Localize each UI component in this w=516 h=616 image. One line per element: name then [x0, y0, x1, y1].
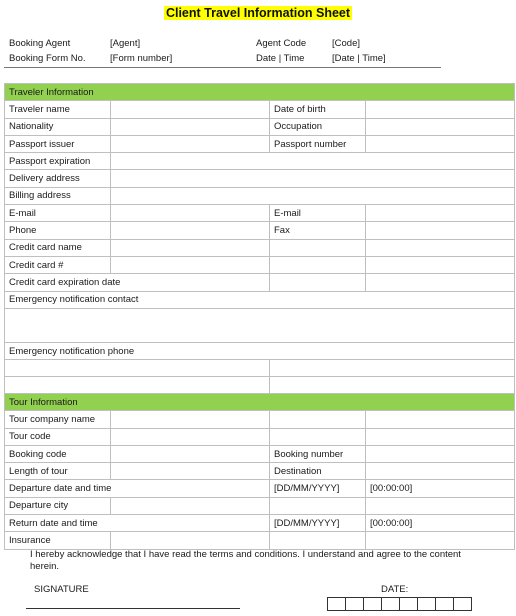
date-box[interactable]	[327, 597, 346, 611]
length-of-tour-label: Length of tour	[5, 463, 111, 480]
emergency-contact-label: Emergency notification contact	[5, 291, 515, 308]
passport-number-field[interactable]	[366, 135, 515, 152]
phone-field[interactable]	[111, 222, 270, 239]
phone-label: Phone	[5, 222, 111, 239]
booking-number-field[interactable]	[366, 445, 515, 462]
date-of-birth-label: Date of birth	[270, 101, 366, 118]
destination-field[interactable]	[366, 463, 515, 480]
date-box[interactable]	[381, 597, 400, 611]
departure-city-field[interactable]	[111, 497, 270, 514]
emergency-phone-label: Emergency notification phone	[5, 342, 515, 359]
nationality-field[interactable]	[111, 118, 270, 135]
credit-card-expiration-extra[interactable]	[366, 274, 515, 291]
header-divider	[4, 67, 441, 68]
departure-city-label: Departure city	[5, 497, 111, 514]
date-boxes[interactable]	[328, 597, 472, 611]
tour-table	[4, 393, 515, 550]
tour-code-field[interactable]	[111, 428, 270, 445]
booking-agent-value[interactable]: [Agent]	[110, 38, 141, 49]
acknowledgement-text: I hereby acknowledge that I have read the terms and conditions. I understand and agree to the content herein.	[30, 549, 461, 572]
nationality-label: Nationality	[5, 118, 111, 135]
length-of-tour-field[interactable]	[111, 463, 270, 480]
insurance-extra-2[interactable]	[366, 532, 515, 549]
date-box[interactable]	[363, 597, 382, 611]
tour-company-extra[interactable]	[270, 411, 366, 428]
departure-city-extra-2[interactable]	[366, 497, 515, 514]
email-label: E-mail	[5, 205, 111, 222]
date-box[interactable]	[345, 597, 364, 611]
credit-card-number-label: Credit card #	[5, 256, 111, 273]
date-box[interactable]	[399, 597, 418, 611]
booking-number-label: Booking number	[270, 445, 366, 462]
emergency-phone-field-3[interactable]	[5, 377, 270, 394]
signature-line[interactable]	[26, 608, 240, 609]
departure-date-field[interactable]: [DD/MM/YYYY]	[270, 480, 366, 497]
date-label: DATE:	[381, 584, 409, 595]
date-time-label: Date | Time	[256, 53, 305, 64]
departure-city-extra[interactable]	[270, 497, 366, 514]
emergency-phone-field-4[interactable]	[270, 377, 515, 394]
document-title-text: Client Travel Information Sheet	[165, 6, 351, 20]
fax-label: Fax	[270, 222, 366, 239]
booking-code-field[interactable]	[111, 445, 270, 462]
agent-code-label: Agent Code	[256, 38, 307, 49]
passport-issuer-label: Passport issuer	[5, 135, 111, 152]
email-field[interactable]	[111, 205, 270, 222]
tour-company-extra-2[interactable]	[366, 411, 515, 428]
credit-card-name-field[interactable]	[111, 239, 270, 256]
billing-address-field[interactable]	[111, 187, 515, 204]
return-datetime-label: Return date and time	[5, 515, 270, 532]
emergency-phone-field-2[interactable]	[270, 360, 515, 377]
passport-number-label: Passport number	[270, 135, 366, 152]
delivery-address-field[interactable]	[111, 170, 515, 187]
credit-card-number-extra-2[interactable]	[366, 256, 515, 273]
emergency-contact-field[interactable]	[5, 308, 515, 342]
tour-company-field[interactable]	[111, 411, 270, 428]
fax-field[interactable]	[366, 222, 515, 239]
credit-card-number-field[interactable]	[111, 256, 270, 273]
billing-address-label: Billing address	[5, 187, 111, 204]
tour-section-header: Tour Information	[5, 394, 515, 411]
agent-code-value[interactable]: [Code]	[332, 38, 360, 49]
occupation-field[interactable]	[366, 118, 515, 135]
return-time-field[interactable]: [00:00:00]	[366, 515, 515, 532]
booking-form-label: Booking Form No.	[9, 53, 86, 64]
passport-issuer-field[interactable]	[111, 135, 270, 152]
date-box[interactable]	[453, 597, 472, 611]
date-box[interactable]	[435, 597, 454, 611]
destination-label: Destination	[270, 463, 366, 480]
insurance-label: Insurance	[5, 532, 111, 549]
email-secondary-label: E-mail	[270, 205, 366, 222]
credit-card-number-extra[interactable]	[270, 256, 366, 273]
insurance-field[interactable]	[111, 532, 270, 549]
emergency-phone-field[interactable]	[5, 360, 270, 377]
passport-expiration-label: Passport expiration	[5, 153, 111, 170]
traveler-section-header: Traveler Information	[5, 84, 515, 101]
email-secondary-field[interactable]	[366, 205, 515, 222]
tour-code-label: Tour code	[5, 428, 111, 445]
tour-code-extra-2[interactable]	[366, 428, 515, 445]
passport-expiration-field[interactable]	[111, 153, 515, 170]
credit-card-name-extra-2[interactable]	[366, 239, 515, 256]
date-box[interactable]	[417, 597, 436, 611]
tour-company-label: Tour company name	[5, 411, 111, 428]
occupation-label: Occupation	[270, 118, 366, 135]
credit-card-expiration-field[interactable]	[270, 274, 366, 291]
traveler-name-label: Traveler name	[5, 101, 111, 118]
date-of-birth-field[interactable]	[366, 101, 515, 118]
return-date-field[interactable]: [DD/MM/YYYY]	[270, 515, 366, 532]
booking-form-value[interactable]: [Form number]	[110, 53, 173, 64]
departure-time-field[interactable]: [00:00:00]	[366, 480, 515, 497]
delivery-address-label: Delivery address	[5, 170, 111, 187]
traveler-name-field[interactable]	[111, 101, 270, 118]
departure-datetime-label: Departure date and time	[5, 480, 270, 497]
traveler-table	[4, 83, 515, 395]
booking-code-label: Booking code	[5, 445, 111, 462]
date-time-value[interactable]: [Date | Time]	[332, 53, 386, 64]
credit-card-name-label: Credit card name	[5, 239, 111, 256]
document-title	[0, 6, 516, 20]
credit-card-expiration-label: Credit card expiration date	[5, 274, 270, 291]
signature-label: SIGNATURE	[34, 584, 89, 595]
credit-card-name-extra[interactable]	[270, 239, 366, 256]
tour-code-extra[interactable]	[270, 428, 366, 445]
insurance-extra[interactable]	[270, 532, 366, 549]
booking-agent-label: Booking Agent	[9, 38, 71, 49]
